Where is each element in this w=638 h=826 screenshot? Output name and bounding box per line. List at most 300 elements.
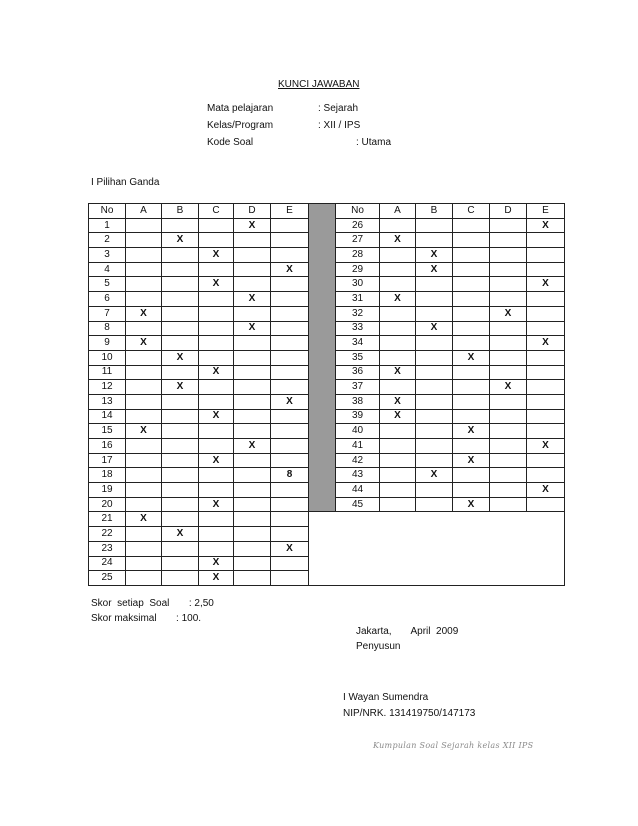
answer-cell: X — [453, 497, 490, 512]
answer-cell: X — [527, 483, 565, 498]
answer-cell — [527, 453, 565, 468]
answer-cell — [199, 306, 234, 321]
answer-cell — [490, 409, 527, 424]
question-number: 42 — [336, 453, 380, 468]
answer-cell — [490, 424, 527, 439]
answer-cell — [490, 497, 527, 512]
answer-cell: X — [527, 336, 565, 351]
answer-cell — [162, 512, 199, 527]
answer-cell — [416, 336, 453, 351]
max-score: Skor maksimal : 100. — [91, 613, 202, 624]
question-number: 4 — [89, 262, 126, 277]
answer-cell: X — [234, 218, 271, 233]
answer-cell — [380, 277, 416, 292]
question-number: 44 — [336, 483, 380, 498]
answer-cell — [490, 336, 527, 351]
question-number: 20 — [89, 497, 126, 512]
answer-cell — [199, 468, 234, 483]
empty-block — [309, 512, 565, 585]
answer-cell: X — [380, 409, 416, 424]
answer-cell — [490, 248, 527, 263]
answer-cell — [271, 527, 309, 542]
class-label: Kelas/Program — [207, 120, 274, 131]
answer-cell: X — [234, 321, 271, 336]
header-cell: E — [271, 204, 309, 219]
answer-cell — [126, 365, 162, 380]
answer-cell — [416, 394, 453, 409]
answer-cell — [199, 292, 234, 307]
answer-cell — [271, 248, 309, 263]
question-number: 41 — [336, 439, 380, 454]
answer-cell — [126, 380, 162, 395]
answer-cell: X — [162, 527, 199, 542]
header-cell: No — [336, 204, 380, 219]
answer-cell — [162, 365, 199, 380]
question-number: 18 — [89, 468, 126, 483]
header-cell: A — [380, 204, 416, 219]
answer-cell — [162, 424, 199, 439]
answer-cell: X — [126, 512, 162, 527]
answer-cell — [271, 336, 309, 351]
question-number: 40 — [336, 424, 380, 439]
answer-cell: X — [271, 394, 309, 409]
answer-cell — [162, 497, 199, 512]
answer-cell: X — [126, 306, 162, 321]
answer-cell — [162, 248, 199, 263]
answer-cell: X — [416, 248, 453, 263]
answer-cell — [490, 277, 527, 292]
answer-cell — [126, 292, 162, 307]
answer-cell — [126, 468, 162, 483]
header-cell: C — [453, 204, 490, 219]
question-number: 17 — [89, 453, 126, 468]
answer-cell — [271, 409, 309, 424]
answer-cell — [453, 218, 490, 233]
question-number: 14 — [89, 409, 126, 424]
answer-cell: X — [162, 233, 199, 248]
answer-cell: X — [199, 497, 234, 512]
answer-cell — [126, 439, 162, 454]
answer-cell — [380, 306, 416, 321]
answer-cell — [234, 556, 271, 571]
answer-cell — [199, 233, 234, 248]
answer-cell — [416, 292, 453, 307]
answer-cell — [380, 262, 416, 277]
answer-cell — [271, 424, 309, 439]
answer-cell: X — [490, 380, 527, 395]
question-number: 13 — [89, 394, 126, 409]
answer-cell — [162, 556, 199, 571]
subject-value: : Sejarah — [318, 103, 359, 114]
question-number: 24 — [89, 556, 126, 571]
answer-cell: X — [380, 292, 416, 307]
answer-cell — [162, 439, 199, 454]
answer-cell — [234, 483, 271, 498]
answer-cell — [234, 497, 271, 512]
answer-cell: X — [380, 365, 416, 380]
answer-cell — [162, 321, 199, 336]
answer-cell — [490, 439, 527, 454]
answer-cell — [527, 292, 565, 307]
answer-cell — [490, 350, 527, 365]
answer-cell — [199, 439, 234, 454]
answer-cell — [162, 306, 199, 321]
answer-cell — [234, 380, 271, 395]
answer-cell — [126, 571, 162, 586]
answer-cell — [380, 350, 416, 365]
answer-cell — [527, 497, 565, 512]
answer-cell — [162, 277, 199, 292]
header-cell: No — [89, 204, 126, 219]
answer-cell — [453, 365, 490, 380]
answer-cell — [199, 218, 234, 233]
answer-cell — [271, 306, 309, 321]
answer-cell — [199, 424, 234, 439]
answer-cell: X — [162, 350, 199, 365]
answer-cell — [126, 248, 162, 263]
answer-cell — [416, 218, 453, 233]
answer-cell — [162, 394, 199, 409]
question-number: 12 — [89, 380, 126, 395]
answer-cell — [234, 409, 271, 424]
answer-cell — [234, 277, 271, 292]
answer-cell — [162, 453, 199, 468]
question-number: 9 — [89, 336, 126, 351]
running-footer: Kumpulan Soal Sejarah kelas XII IPS — [373, 741, 534, 750]
question-number: 2 — [89, 233, 126, 248]
answer-cell — [453, 409, 490, 424]
answer-cell — [234, 248, 271, 263]
answer-cell — [234, 468, 271, 483]
answer-cell — [416, 439, 453, 454]
question-number: 1 — [89, 218, 126, 233]
answer-cell: X — [234, 439, 271, 454]
answer-cell: X — [199, 365, 234, 380]
answer-cell — [126, 394, 162, 409]
answer-cell — [271, 439, 309, 454]
answer-cell — [234, 571, 271, 586]
answer-cell — [126, 541, 162, 556]
question-number: 7 — [89, 306, 126, 321]
answer-cell — [271, 233, 309, 248]
answer-cell — [162, 571, 199, 586]
answer-cell — [199, 394, 234, 409]
header-cell: E — [527, 204, 565, 219]
answer-cell — [380, 248, 416, 263]
author-role: Penyusun — [356, 641, 401, 652]
answer-cell — [453, 380, 490, 395]
answer-cell: X — [199, 248, 234, 263]
answer-cell — [199, 512, 234, 527]
answer-cell — [271, 350, 309, 365]
answer-cell: X — [126, 424, 162, 439]
answer-cell — [126, 262, 162, 277]
table-header-row — [89, 204, 565, 219]
answer-cell — [126, 277, 162, 292]
answer-cell — [234, 233, 271, 248]
answer-cell: X — [234, 292, 271, 307]
answer-cell — [162, 292, 199, 307]
answer-cell — [126, 350, 162, 365]
question-number: 28 — [336, 248, 380, 263]
question-number: 38 — [336, 394, 380, 409]
author-nip: NIP/NRK. 131419750/147173 — [343, 708, 476, 719]
answer-cell — [453, 439, 490, 454]
answer-cell — [162, 409, 199, 424]
answer-cell — [527, 424, 565, 439]
question-number: 37 — [336, 380, 380, 395]
answer-cell: X — [199, 409, 234, 424]
answer-cell — [271, 497, 309, 512]
answer-cell — [271, 512, 309, 527]
answer-cell — [126, 527, 162, 542]
question-number: 15 — [89, 424, 126, 439]
answer-cell — [453, 248, 490, 263]
answer-cell: X — [416, 262, 453, 277]
answer-cell: X — [416, 468, 453, 483]
answer-cell — [234, 453, 271, 468]
answer-cell — [527, 248, 565, 263]
answer-cell — [490, 468, 527, 483]
answer-cell — [271, 292, 309, 307]
answer-cell: X — [271, 262, 309, 277]
answer-cell — [199, 483, 234, 498]
answer-cell — [271, 321, 309, 336]
question-number: 11 — [89, 365, 126, 380]
answer-cell — [490, 394, 527, 409]
question-number: 26 — [336, 218, 380, 233]
answer-cell — [453, 336, 490, 351]
answer-cell — [126, 453, 162, 468]
answer-cell: X — [453, 453, 490, 468]
answer-cell — [527, 306, 565, 321]
answer-cell — [527, 262, 565, 277]
answer-cell — [527, 233, 565, 248]
answer-cell — [416, 380, 453, 395]
answer-cell — [416, 497, 453, 512]
answer-cell — [453, 233, 490, 248]
answer-cell — [271, 380, 309, 395]
answer-cell — [199, 350, 234, 365]
answer-cell — [271, 218, 309, 233]
answer-cell — [453, 292, 490, 307]
answer-cell — [271, 365, 309, 380]
answer-cell — [380, 468, 416, 483]
answer-cell — [380, 483, 416, 498]
answer-cell — [453, 468, 490, 483]
answer-cell — [527, 394, 565, 409]
answer-cell — [380, 321, 416, 336]
question-number: 23 — [89, 541, 126, 556]
author-name: I Wayan Sumendra — [343, 692, 429, 703]
answer-cell — [416, 233, 453, 248]
answer-cell — [416, 306, 453, 321]
answer-cell — [162, 336, 199, 351]
table-row — [89, 512, 565, 527]
answer-cell — [271, 277, 309, 292]
answer-cell — [234, 512, 271, 527]
answer-cell — [527, 365, 565, 380]
question-number: 6 — [89, 292, 126, 307]
answer-cell — [527, 409, 565, 424]
question-number: 25 — [89, 571, 126, 586]
answer-cell: X — [199, 571, 234, 586]
question-number: 5 — [89, 277, 126, 292]
answer-cell — [162, 541, 199, 556]
question-number: 8 — [89, 321, 126, 336]
code-value: : Utama — [356, 137, 392, 148]
answer-cell — [490, 233, 527, 248]
answer-cell — [126, 483, 162, 498]
answer-cell — [234, 350, 271, 365]
answer-cell: 8 — [271, 468, 309, 483]
answer-cell — [416, 409, 453, 424]
answer-cell — [162, 262, 199, 277]
answer-cell — [416, 350, 453, 365]
answer-cell — [199, 527, 234, 542]
header-cell: D — [490, 204, 527, 219]
question-number: 29 — [336, 262, 380, 277]
answer-cell — [416, 424, 453, 439]
answer-cell — [234, 365, 271, 380]
header-cell: B — [162, 204, 199, 219]
answer-cell: X — [416, 321, 453, 336]
question-number: 30 — [336, 277, 380, 292]
answer-cell — [126, 409, 162, 424]
question-number: 31 — [336, 292, 380, 307]
answer-cell — [490, 453, 527, 468]
answer-cell — [234, 527, 271, 542]
answer-cell — [380, 218, 416, 233]
place-date: Jakarta, April 2009 — [356, 626, 459, 637]
answer-cell — [199, 380, 234, 395]
question-number: 45 — [336, 497, 380, 512]
section-heading: I Pilihan Ganda — [91, 177, 160, 188]
answer-cell — [126, 556, 162, 571]
answer-cell — [199, 262, 234, 277]
question-number: 21 — [89, 512, 126, 527]
answer-cell — [380, 336, 416, 351]
answer-cell — [416, 453, 453, 468]
answer-cell — [126, 321, 162, 336]
answer-cell — [199, 541, 234, 556]
answer-cell — [453, 262, 490, 277]
answer-cell: X — [271, 541, 309, 556]
answer-cell: X — [527, 439, 565, 454]
question-number: 10 — [89, 350, 126, 365]
answer-cell — [453, 483, 490, 498]
question-number: 32 — [336, 306, 380, 321]
answer-cell: X — [527, 218, 565, 233]
answer-cell — [380, 439, 416, 454]
document-title: KUNCI JAWABAN — [278, 79, 360, 90]
answer-cell — [126, 497, 162, 512]
answer-cell — [490, 218, 527, 233]
question-number: 33 — [336, 321, 380, 336]
answer-cell: X — [490, 306, 527, 321]
answer-cell — [490, 292, 527, 307]
answer-cell — [527, 321, 565, 336]
question-number: 27 — [336, 233, 380, 248]
header-cell: C — [199, 204, 234, 219]
header-cell: B — [416, 204, 453, 219]
answer-cell — [490, 262, 527, 277]
answer-cell: X — [126, 336, 162, 351]
answer-cell — [234, 424, 271, 439]
code-label: Kode Soal — [207, 137, 254, 148]
answer-cell — [380, 380, 416, 395]
answer-cell: X — [199, 556, 234, 571]
answer-cell — [162, 468, 199, 483]
answer-cell: X — [453, 350, 490, 365]
question-number: 22 — [89, 527, 126, 542]
answer-cell — [126, 218, 162, 233]
answer-cell — [234, 541, 271, 556]
answer-cell: X — [199, 453, 234, 468]
header-cell: D — [234, 204, 271, 219]
answer-cell — [162, 483, 199, 498]
question-number: 36 — [336, 365, 380, 380]
answer-cell — [126, 233, 162, 248]
answer-cell — [453, 321, 490, 336]
answer-cell: X — [527, 277, 565, 292]
answer-cell — [271, 556, 309, 571]
answer-cell — [416, 277, 453, 292]
header-cell: A — [126, 204, 162, 219]
answer-cell: X — [380, 394, 416, 409]
answer-cell — [416, 365, 453, 380]
answer-cell: X — [199, 277, 234, 292]
answer-cell — [453, 394, 490, 409]
answer-cell — [490, 365, 527, 380]
score-per-question: Skor setiap Soal : 2,50 — [91, 598, 214, 609]
answer-cell — [271, 453, 309, 468]
answer-cell — [527, 468, 565, 483]
answer-cell: X — [453, 424, 490, 439]
question-number: 16 — [89, 439, 126, 454]
answer-cell: X — [162, 380, 199, 395]
answer-cell — [234, 336, 271, 351]
answer-cell — [527, 350, 565, 365]
question-number: 19 — [89, 483, 126, 498]
answer-cell — [234, 394, 271, 409]
answer-cell — [234, 262, 271, 277]
subject-label: Mata pelajaran — [207, 103, 274, 114]
question-number: 39 — [336, 409, 380, 424]
answer-cell — [416, 483, 453, 498]
question-number: 43 — [336, 468, 380, 483]
answer-cell — [271, 571, 309, 586]
answer-cell — [490, 321, 527, 336]
answer-cell: X — [380, 233, 416, 248]
question-number: 3 — [89, 248, 126, 263]
class-value: : XII / IPS — [318, 120, 361, 131]
answer-cell — [199, 336, 234, 351]
gray-separator — [309, 204, 336, 512]
answer-cell — [234, 306, 271, 321]
answer-cell — [527, 380, 565, 395]
answer-cell — [380, 424, 416, 439]
answer-cell — [453, 277, 490, 292]
answer-key-table — [88, 203, 565, 586]
answer-cell — [490, 483, 527, 498]
question-number: 35 — [336, 350, 380, 365]
answer-cell — [162, 218, 199, 233]
answer-cell — [199, 321, 234, 336]
answer-cell — [380, 497, 416, 512]
question-number: 34 — [336, 336, 380, 351]
answer-cell — [453, 306, 490, 321]
